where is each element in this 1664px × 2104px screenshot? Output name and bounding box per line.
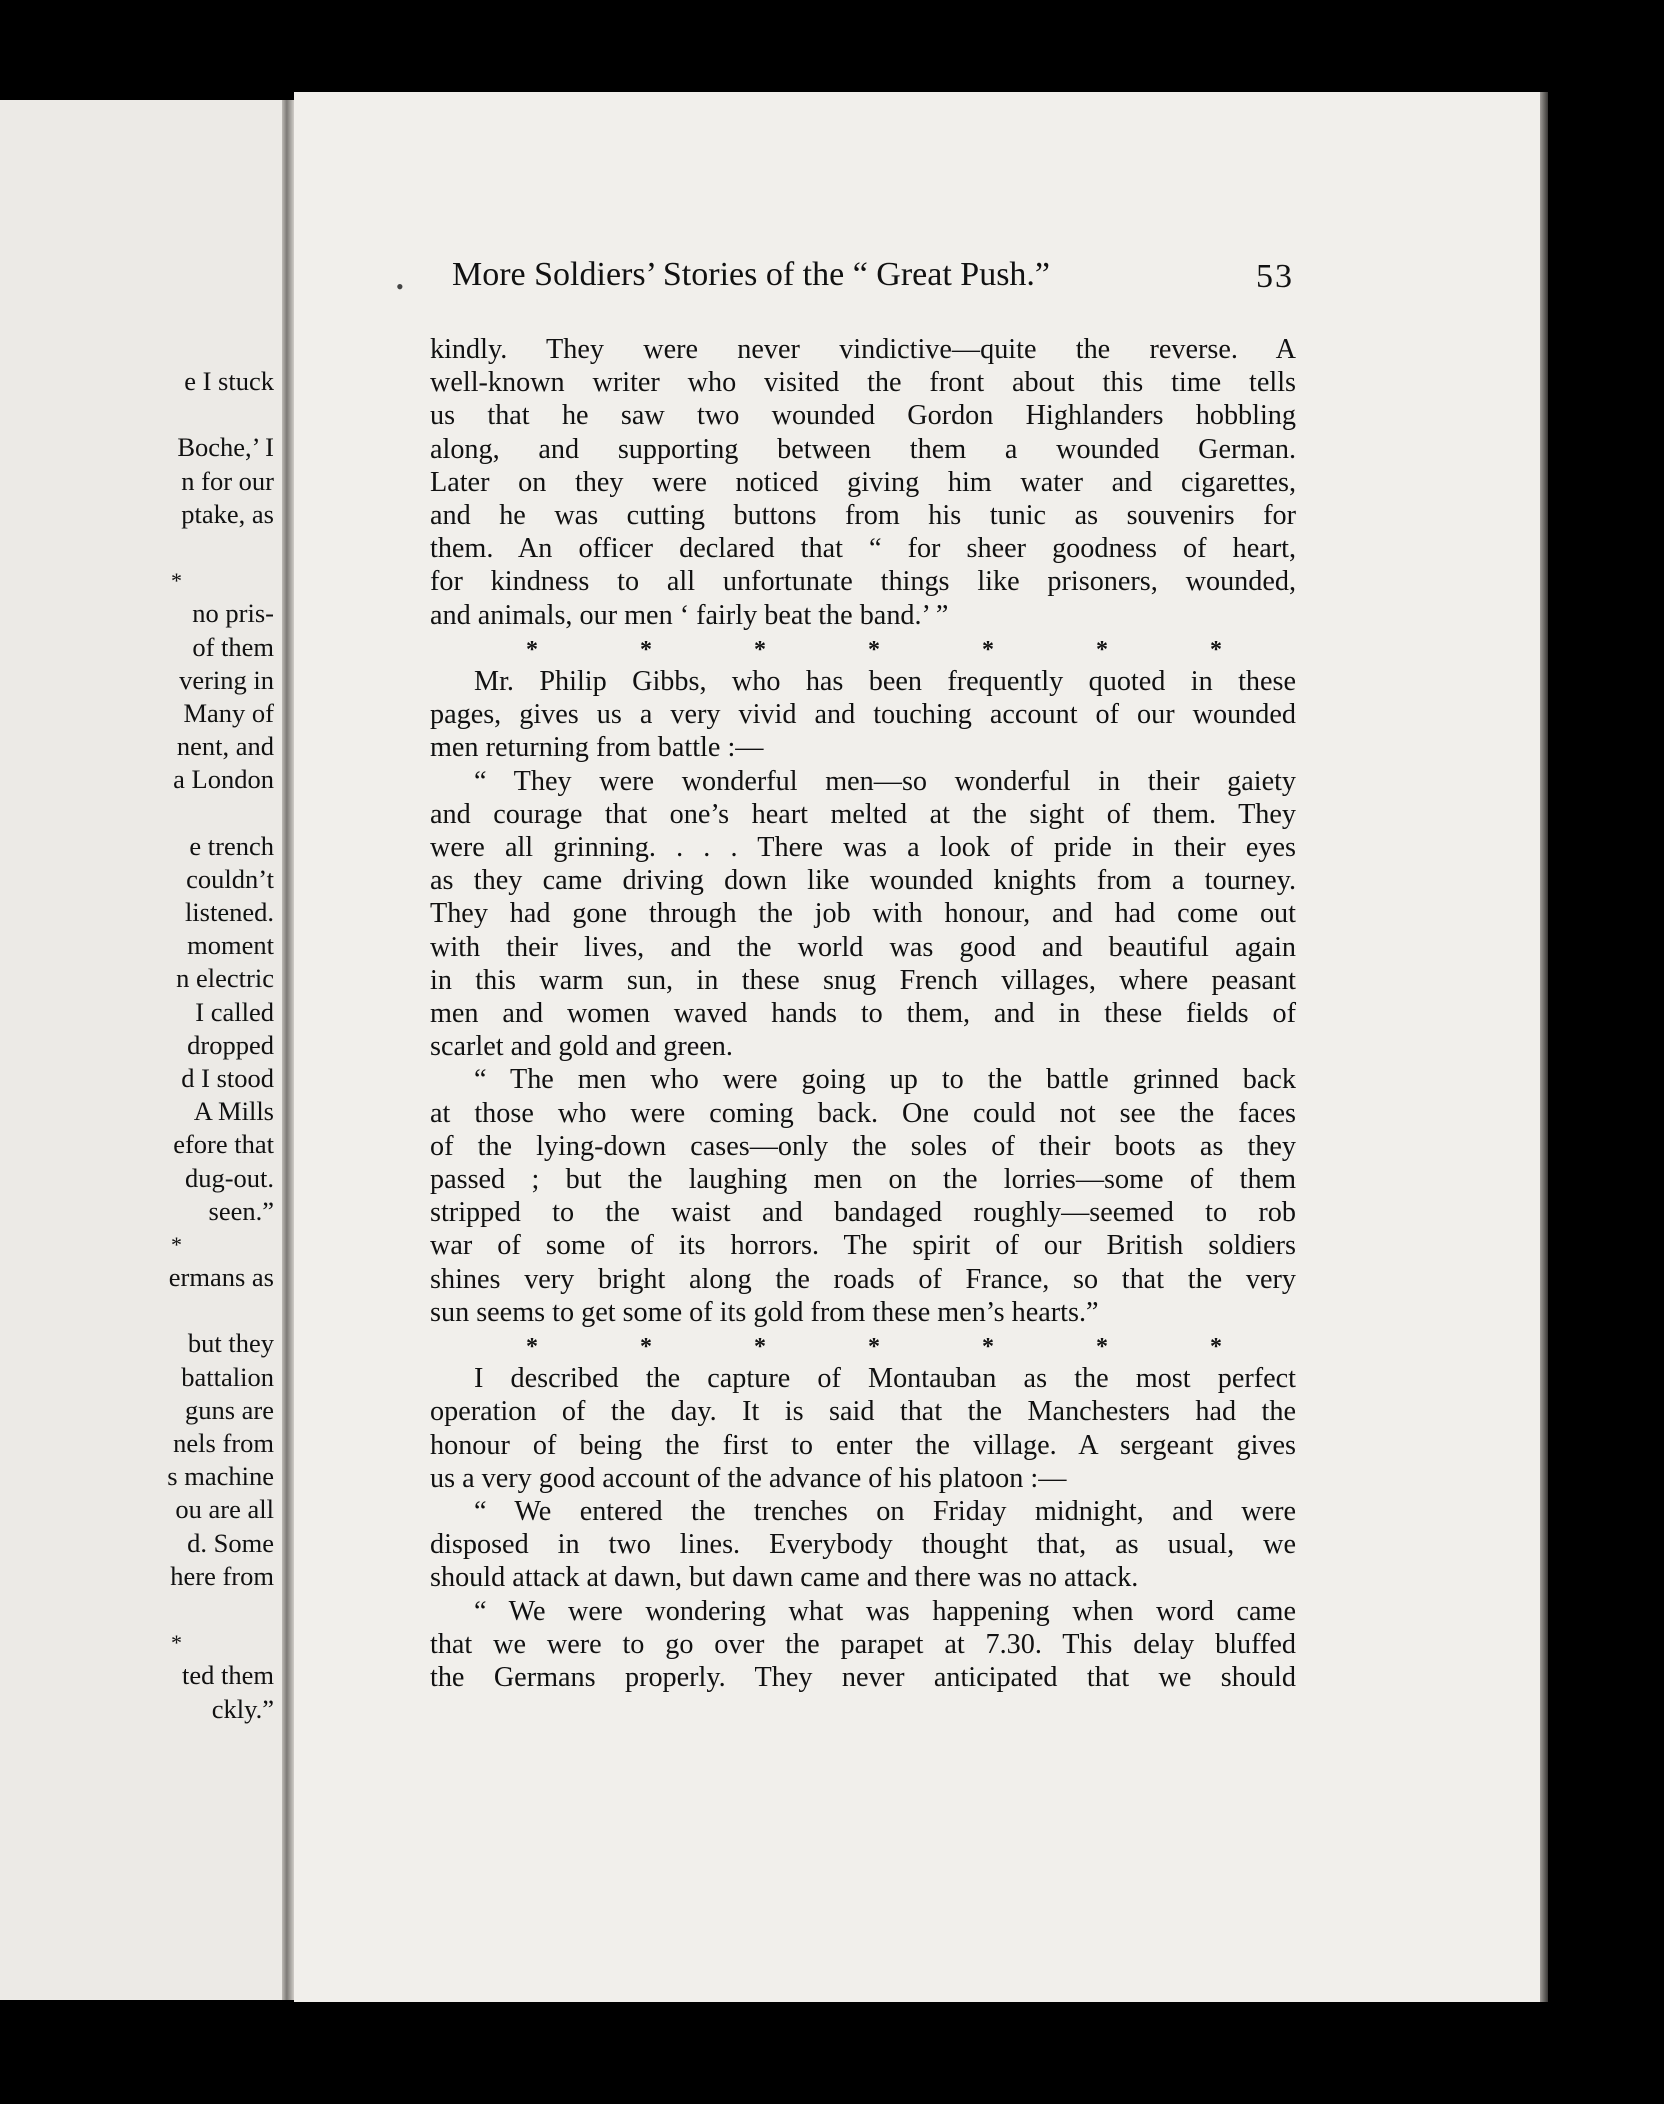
left-text-line: ptake, as: [181, 498, 274, 529]
body-line: “ We were wondering what was happening when word came: [474, 1595, 1296, 1627]
page-header: [396, 256, 1294, 308]
left-asterisk: *: [171, 1630, 182, 1656]
left-text-line: nent, and: [176, 731, 274, 762]
left-text-line: e I stuck: [184, 366, 274, 396]
body-line: well-known writer who visited the front about this time tells: [430, 367, 1296, 399]
body-text: [430, 333, 1296, 1694]
asterisk: *: [526, 1334, 538, 1361]
asterisk: *: [1210, 1334, 1222, 1361]
left-text-line: guns are: [184, 1394, 274, 1425]
left-text-line: [0, 1593, 274, 1626]
body-line: were all grinning. . . . There was a look of pride in their eyes: [430, 832, 1296, 864]
body-line: operation of the day. It is said that the Manchesters had the: [430, 1396, 1296, 1428]
left-text-line: battalion: [181, 1361, 274, 1392]
body-line: in this warm sun, in these snug French villages, where peasant: [430, 964, 1296, 996]
body-line: and animals, our men ‘ fairly beat the band.’ ”: [430, 599, 949, 631]
left-text-line: dropped: [187, 1029, 274, 1060]
left-asterisk: *: [171, 1231, 182, 1257]
left-text-line: ted them: [182, 1660, 274, 1691]
left-text-line: [0, 531, 274, 564]
left-text-line: s machine: [167, 1461, 274, 1492]
left-text-line: couldn’t: [186, 863, 274, 894]
body-line: “ We entered the trenches on Friday midnight, and were: [474, 1496, 1296, 1528]
book-gutter: [282, 100, 294, 2000]
body-line: men returning from battle :—: [430, 732, 764, 764]
body-line: passed ; but the laughing men on the lorries—some of them: [430, 1164, 1296, 1196]
asterisk: *: [868, 1334, 880, 1361]
left-text-line: moment: [187, 930, 274, 961]
body-line: “ The men who were going up to the battle grinned back: [474, 1064, 1296, 1096]
left-text-line: n electric: [176, 963, 274, 994]
body-line: “ They were wonderful men—so wonderful in their gaiety: [474, 765, 1296, 797]
body-line: I described the capture of Montauban as the most perfect: [474, 1363, 1296, 1395]
body-line: should attack at dawn, but dawn came and there was no attack.: [430, 1562, 1139, 1594]
left-text-line: [0, 796, 274, 829]
left-text-line: dug-out.: [184, 1162, 274, 1193]
body-line: disposed in two lines. Everybody thought that, as usual, we: [430, 1529, 1296, 1561]
left-facing-page: [0, 100, 282, 2000]
left-text-line: no pris-: [192, 598, 274, 629]
running-title: More Soldiers’ Stories of the “ Great Push.”: [452, 256, 1051, 293]
page-edge: [1540, 92, 1548, 2002]
asterisk-separator: [430, 1329, 1296, 1362]
asterisk: *: [868, 636, 880, 663]
body-line: and courage that one’s heart melted at the sight of them. They: [430, 798, 1296, 830]
left-text-line: but they: [187, 1328, 274, 1359]
body-line: pages, gives us a very vivid and touching account of our wounded: [430, 699, 1296, 731]
left-text-line: listened.: [184, 897, 274, 927]
asterisk: *: [526, 636, 538, 663]
body-line: honour of being the first to enter the village. A sergeant gives: [430, 1429, 1296, 1461]
body-line: of the lying-down cases—only the soles of their boots as they: [430, 1130, 1296, 1162]
asterisk: *: [982, 1334, 994, 1361]
body-line: us that he saw two wounded Gordon Highlanders hobbling: [430, 400, 1296, 432]
body-line: scarlet and gold and green.: [430, 1031, 733, 1063]
left-text-line: e trench: [189, 830, 274, 861]
left-text-line: A Mills: [193, 1096, 274, 1127]
body-line: with their lives, and the world was good and beautiful again: [430, 931, 1296, 963]
body-line: stripped to the waist and bandaged roughly—seemed to rob: [430, 1197, 1296, 1229]
left-text-line: vering in: [179, 664, 274, 695]
body-line: sun seems to get some of its gold from these men’s hearts.”: [430, 1296, 1099, 1328]
left-page-text: [0, 365, 274, 1726]
left-text-line: here from: [170, 1560, 274, 1591]
body-line: at those who were coming back. One could not see the faces: [430, 1097, 1296, 1129]
asterisk: *: [1210, 636, 1222, 663]
asterisk: *: [982, 636, 994, 663]
body-line: kindly. They were never vindictive—quite the reverse. A: [430, 334, 1296, 365]
asterisk: *: [754, 1334, 766, 1361]
body-line: as they came driving down like wounded knights from a tourney.: [430, 865, 1296, 897]
left-text-line: seen.”: [208, 1195, 274, 1226]
body-line: them. An officer declared that “ for sheer goodness of heart,: [430, 533, 1296, 565]
left-text-line: I called: [195, 996, 274, 1027]
body-line: shines very bright along the roads of France, so that the very: [430, 1263, 1296, 1295]
body-line: men and women waved hands to them, and in these fields of: [430, 998, 1296, 1030]
left-text-line: Many of: [183, 697, 274, 728]
asterisk-separator: [430, 632, 1296, 665]
asterisk: *: [640, 1334, 652, 1361]
left-text-line: n for our: [181, 465, 274, 496]
left-text-line: d I stood: [181, 1062, 274, 1093]
page-number: 53: [1256, 258, 1294, 295]
asterisk: *: [1096, 636, 1108, 663]
header-dot: •: [396, 274, 404, 299]
left-asterisk: *: [171, 568, 182, 594]
body-line: They had gone through the job with honour, and had come out: [430, 898, 1296, 930]
body-line: for kindness to all unfortunate things like prisoners, wounded,: [430, 566, 1296, 598]
left-text-line: [0, 1294, 274, 1327]
left-text-line: of them: [192, 631, 274, 662]
body-line: and he was cutting buttons from his tunic as souvenirs for: [430, 500, 1296, 532]
left-text-line: nels from: [173, 1428, 274, 1458]
left-text-line: a London: [173, 764, 274, 795]
left-text-line: ckly.”: [211, 1693, 274, 1724]
body-line: along, and supporting between them a wounded German.: [430, 433, 1296, 465]
asterisk: *: [754, 636, 766, 663]
body-line: Later on they were noticed giving him water and cigarettes,: [430, 466, 1296, 498]
body-line: that we were to go over the parapet at 7.30. This delay bluffed: [430, 1628, 1296, 1660]
left-text-line: d. Some: [187, 1527, 274, 1558]
asterisk: *: [640, 636, 652, 663]
left-text-line: ermans as: [168, 1262, 274, 1293]
left-text-line: ou are all: [175, 1494, 274, 1525]
body-line: us a very good account of the advance of his platoon :—: [430, 1462, 1067, 1494]
left-text-line: efore that: [173, 1129, 274, 1160]
body-line: Mr. Philip Gibbs, who has been frequently quoted in these: [474, 666, 1296, 698]
body-line: the Germans properly. They never anticipated that we should: [430, 1662, 1296, 1694]
body-line: war of some of its horrors. The spirit of our British soldiers: [430, 1230, 1296, 1262]
left-text-line: [0, 398, 274, 431]
asterisk: *: [1096, 1334, 1108, 1361]
left-text-line: Boche,’ I: [177, 432, 274, 463]
